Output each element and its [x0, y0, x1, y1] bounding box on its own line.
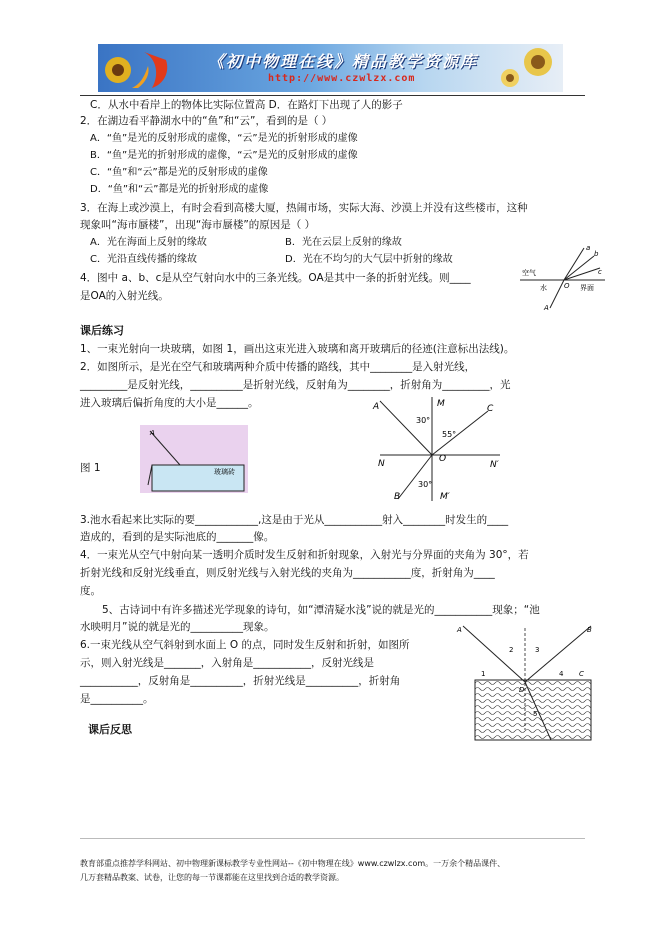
- section-title-practice: 课后练习: [80, 324, 124, 337]
- fig6-label-c: C: [579, 670, 584, 678]
- q4-water-label: 水: [540, 284, 547, 292]
- footer-line-2: 几万套精品教案、试卷，让您的每一节课都能在这里找到合适的教学资源。: [80, 873, 344, 882]
- glass-ray-label: A: [150, 429, 155, 437]
- e4-stem-1: 4．一束光从空气中射向某一透明介质时发生反射和折射现象，入射光与分界面的夹角为 30°，若: [80, 549, 529, 561]
- fig6-label-a: A: [457, 626, 462, 634]
- e6-stem-3: ___________，反射角是__________，折射光线是__________，折射角: [80, 675, 401, 687]
- fig2-label-b: B: [394, 492, 401, 502]
- fig6-label-d: D: [519, 686, 525, 694]
- glass-label: 玻璃砖: [214, 468, 235, 476]
- e6-stem-2: 示，则入射光线是_______，入射角是___________，反射光线是: [80, 657, 374, 669]
- q2-option-d: D．“鱼”和“云”都是光的折射形成的虚像: [90, 184, 269, 195]
- e6-stem-4: 是__________。: [80, 693, 154, 705]
- q3-option-a: A．光在海面上反射的缘故: [90, 237, 207, 248]
- e5-stem-2: 水映明月”说的就是光的__________现象。: [80, 621, 275, 633]
- e3-stem-1: 3.池水看起来比实际的要____________,这是由于光从___________射入________时发生的____: [80, 514, 509, 526]
- angle-figure: [370, 395, 510, 505]
- section-title-reflection: 课后反思: [88, 723, 132, 736]
- fig2-label-c: C: [487, 404, 494, 414]
- q3-option-d: D．光在不均匀的大气层中折射的缘故: [285, 254, 453, 265]
- fig2-angle-2: 55°: [442, 430, 457, 439]
- fig2-label-a: A: [373, 402, 380, 412]
- header-banner: [98, 44, 563, 92]
- q3-stem-1: 3．在海上或沙漠上，有时会看到高楼大厦，热闹市场，实际大海、沙漠上并没有这些楼市，这种: [80, 202, 528, 214]
- header-rule: [80, 95, 585, 96]
- fig6-label-5: 5: [533, 710, 538, 718]
- q4-point-a: A: [544, 304, 549, 312]
- fig2-label-m: M: [437, 399, 445, 409]
- e6-stem-1: 6.一束光线从空气斜射到水面上 O 的点，同时发生反射和折射，如图所: [80, 639, 410, 651]
- header-title: 《初中物理在线》精品教学资源库: [208, 52, 479, 71]
- q4-refraction-figure: [520, 242, 605, 312]
- e4-stem-3: 度。: [80, 585, 101, 597]
- q4-interface-label: 界面: [580, 284, 594, 292]
- e3-stem-2: 造成的，看到的是实际池底的_______像。: [80, 531, 275, 543]
- q4-ray-a: a: [586, 244, 591, 252]
- q3-stem-2: 现象叫“海市蜃楼”，出现“海市蜃楼”的原因是（ ）: [80, 219, 316, 231]
- q1-options: C．从水中看岸上的物体比实际位置高 D．在路灯下出现了人的影子: [90, 99, 403, 111]
- e2-stem-3: 进入玻璃后偏折角度的大小是______。: [80, 397, 259, 409]
- e2-stem-2: _________是反射光线，__________是折射光线，反射角为________，折射角为_________，光: [80, 379, 511, 391]
- q3-option-c: C．光沿直线传播的缘故: [90, 254, 197, 265]
- fig6-label-b: B: [587, 626, 592, 634]
- q3-option-b: B．光在云层上反射的缘故: [285, 237, 402, 248]
- e1-stem: 1、一束光射向一块玻璃，如图 1，画出这束光进入玻璃和离开玻璃后的径迹(注意标出法线)。: [80, 343, 515, 355]
- q2-option-a: A．“鱼”是光的反射形成的虚像，“云”是光的折射形成的虚像: [90, 133, 358, 144]
- footer-rule: [80, 838, 585, 839]
- fig2-label-m-prime: M′: [440, 492, 450, 502]
- q4-stem-2: 是OA的入射光线。: [80, 290, 169, 302]
- q4-stem-1: 4．图中 a、b、c是从空气射向水中的三条光线。OA是其中一条的折射光线。则____: [80, 272, 471, 284]
- q2-stem: 2．在湖边看平静湖水中的“鱼”和“云”，看到的是（ ）: [80, 115, 333, 127]
- fig2-label-o: O: [439, 454, 447, 464]
- e5-stem-1: 5、古诗词中有许多描述光学现象的诗句，如“潭清疑水浅”说的就是光的___________现象；“池: [102, 604, 540, 616]
- fig6-label-2: 2: [509, 646, 514, 654]
- glass-figure: [140, 425, 248, 493]
- q4-point-o: O: [564, 282, 570, 290]
- fig2-angle-1: 30°: [416, 416, 431, 425]
- q4-ray-b: b: [594, 250, 599, 258]
- footer-line-1: 教育部重点推荐学科网站、初中物理新课标教学专业性网站--《初中物理在线》www.czwlzx.com。一万余个精品课件、: [80, 859, 506, 868]
- fig6-label-1: 1: [481, 670, 486, 678]
- q4-air-label: 空气: [522, 269, 536, 277]
- q2-option-c: C．“鱼”和“云”都是光的反射形成的虚像: [90, 167, 268, 178]
- e4-stem-2: 折射光线和反射光线垂直，则反射光线与入射光线的夹角为___________度，折射角为____: [80, 567, 495, 579]
- q2-option-b: B．“鱼”是光的折射形成的虚像，“云”是光的反射形成的虚像: [90, 150, 358, 161]
- fig2-label-n-prime: N′: [490, 460, 499, 470]
- fig6-label-4: 4: [559, 670, 564, 678]
- fig2-label-n: N: [378, 459, 385, 469]
- q4-ray-c: c: [598, 268, 602, 276]
- water-surface-figure: [455, 620, 595, 742]
- e2-stem-1: 2．如图所示，是光在空气和玻璃两种介质中传播的路线，其中________是入射光线，: [80, 361, 476, 373]
- fig6-label-3: 3: [535, 646, 540, 654]
- header-url: http://www.czwlzx.com: [268, 73, 416, 84]
- fig1-label: 图 1: [80, 462, 101, 474]
- fig2-angle-3: 30°: [418, 480, 433, 489]
